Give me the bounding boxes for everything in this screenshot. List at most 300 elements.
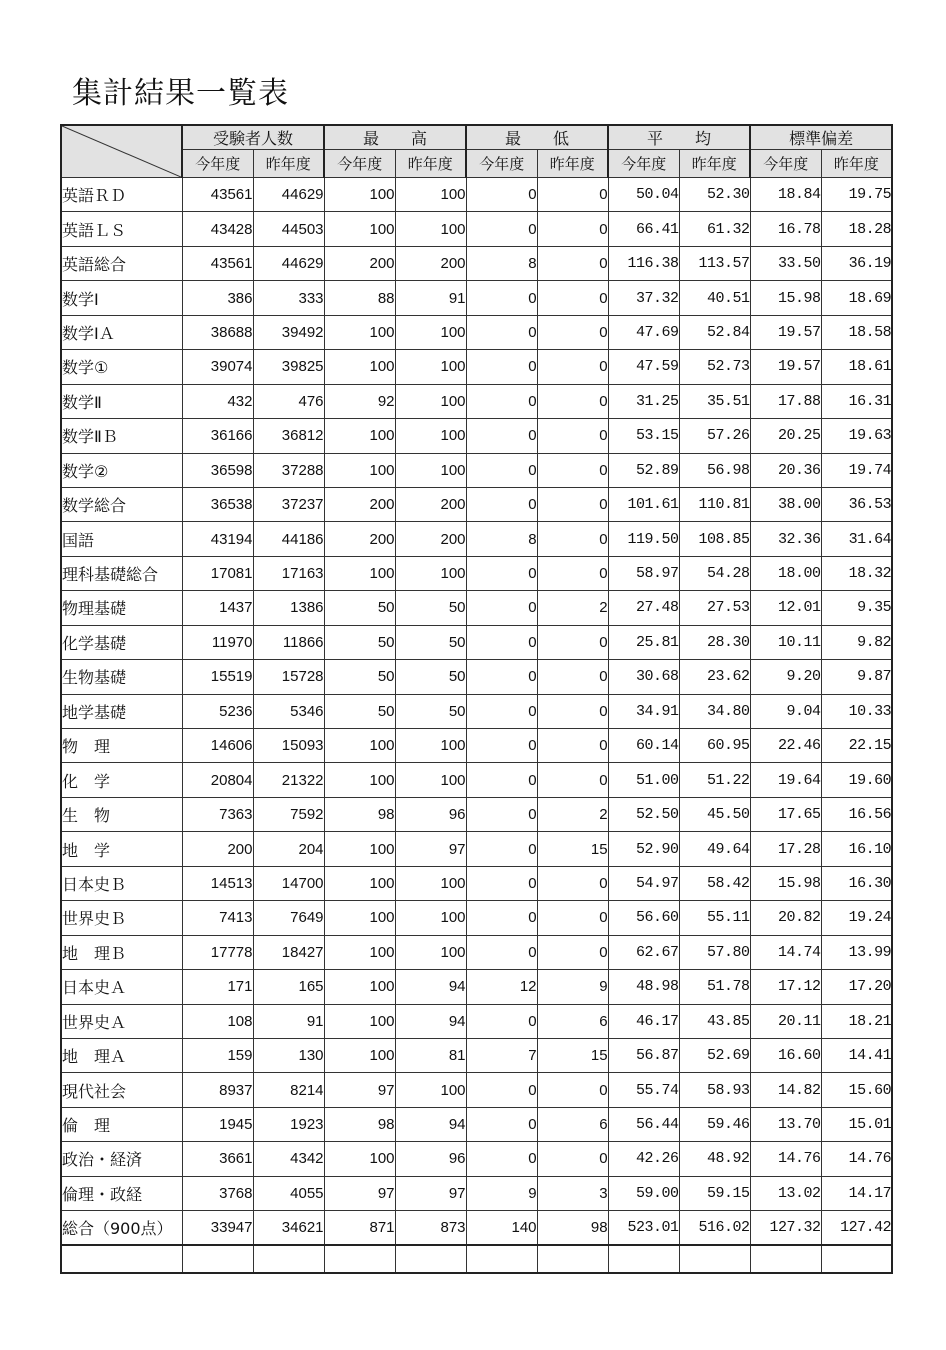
subject-cell: 日本史Ｂ bbox=[61, 866, 182, 900]
max-last-year-cell: 96 bbox=[395, 797, 466, 831]
std-dev-this-year-cell: 14.82 bbox=[750, 1073, 821, 1107]
max-this-year-cell: 88 bbox=[324, 281, 395, 315]
examinees-this-year-cell: 36166 bbox=[182, 419, 253, 453]
max-this-year-cell: 100 bbox=[324, 1004, 395, 1038]
average-last-year-cell: 54.28 bbox=[679, 556, 750, 590]
max-last-year-cell: 100 bbox=[395, 178, 466, 212]
max-this-year-cell: 200 bbox=[324, 487, 395, 521]
min-this-year-cell: 0 bbox=[466, 556, 537, 590]
min-last-year-cell: 0 bbox=[537, 246, 608, 280]
std-dev-last-year-cell: 31.64 bbox=[821, 522, 892, 556]
std-dev-this-year-cell: 17.65 bbox=[750, 797, 821, 831]
subject-cell: 地学基礎 bbox=[61, 694, 182, 728]
min-this-year-cell: 0 bbox=[466, 1107, 537, 1141]
max-last-year-cell: 96 bbox=[395, 1142, 466, 1176]
std-dev-this-year-cell: 12.01 bbox=[750, 591, 821, 625]
average-this-year-cell: 53.15 bbox=[608, 419, 679, 453]
examinees-last-year-cell: 18427 bbox=[253, 935, 324, 969]
examinees-last-year-cell: 476 bbox=[253, 384, 324, 418]
subject-cell: 数学総合 bbox=[61, 487, 182, 521]
max-last-year-cell: 100 bbox=[395, 212, 466, 246]
header-year-row bbox=[61, 150, 892, 178]
std-dev-this-year-cell: 14.76 bbox=[750, 1142, 821, 1176]
min-last-year-cell: 15 bbox=[537, 832, 608, 866]
examinees-last-year-cell: 11866 bbox=[253, 625, 324, 659]
average-last-year-cell: 58.93 bbox=[679, 1073, 750, 1107]
subject-cell: 国語 bbox=[61, 522, 182, 556]
examinees-last-year-cell: 15093 bbox=[253, 729, 324, 763]
max-last-year-cell: 94 bbox=[395, 970, 466, 1004]
max-last-year-cell: 97 bbox=[395, 832, 466, 866]
min-last-year-cell: 0 bbox=[537, 694, 608, 728]
max-last-year-cell: 100 bbox=[395, 315, 466, 349]
average-this-year-cell: 60.14 bbox=[608, 729, 679, 763]
average-last-year-cell: 108.85 bbox=[679, 522, 750, 556]
average-this-year-cell: 59.00 bbox=[608, 1176, 679, 1210]
average-last-year-cell: 27.53 bbox=[679, 591, 750, 625]
subject-cell: 世界史Ａ bbox=[61, 1004, 182, 1038]
average-last-year-cell: 51.22 bbox=[679, 763, 750, 797]
subject-cell: 化学基礎 bbox=[61, 625, 182, 659]
min-last-year-cell: 0 bbox=[537, 1142, 608, 1176]
average-last-year-cell: 34.80 bbox=[679, 694, 750, 728]
std-dev-this-year-cell: 17.12 bbox=[750, 970, 821, 1004]
min-this-year-cell: 0 bbox=[466, 832, 537, 866]
examinees-last-year-cell: 1923 bbox=[253, 1107, 324, 1141]
examinees-last-year-cell: 44186 bbox=[253, 522, 324, 556]
subject-cell: 英語総合 bbox=[61, 246, 182, 280]
average-this-year-cell: 51.00 bbox=[608, 763, 679, 797]
average-last-year-cell: 52.73 bbox=[679, 350, 750, 384]
std-dev-last-year-cell: 18.28 bbox=[821, 212, 892, 246]
empty-cell bbox=[466, 1245, 537, 1273]
max-this-year-cell: 97 bbox=[324, 1073, 395, 1107]
examinees-this-year-cell: 7363 bbox=[182, 797, 253, 831]
examinees-this-year-cell: 108 bbox=[182, 1004, 253, 1038]
subject-cell: 数学① bbox=[61, 350, 182, 384]
table-row bbox=[61, 970, 892, 1004]
average-last-year-cell: 113.57 bbox=[679, 246, 750, 280]
average-last-year-cell: 61.32 bbox=[679, 212, 750, 246]
table-row bbox=[61, 797, 892, 831]
average-last-year-cell: 40.51 bbox=[679, 281, 750, 315]
table-row bbox=[61, 694, 892, 728]
std-dev-this-year-cell: 18.00 bbox=[750, 556, 821, 590]
std-dev-last-year-cell: 9.35 bbox=[821, 591, 892, 625]
min-this-year-cell: 0 bbox=[466, 591, 537, 625]
subject-cell: 日本史Ａ bbox=[61, 970, 182, 1004]
table-row bbox=[61, 315, 892, 349]
table-row bbox=[61, 1176, 892, 1210]
examinees-this-year-cell: 14513 bbox=[182, 866, 253, 900]
std-dev-last-year-cell: 15.60 bbox=[821, 1073, 892, 1107]
std-dev-last-year-cell: 15.01 bbox=[821, 1107, 892, 1141]
average-last-year-cell: 58.42 bbox=[679, 866, 750, 900]
examinees-this-year-cell: 3661 bbox=[182, 1142, 253, 1176]
min-last-year-cell: 0 bbox=[537, 522, 608, 556]
average-this-year-cell: 116.38 bbox=[608, 246, 679, 280]
std-dev-this-year-cell: 32.36 bbox=[750, 522, 821, 556]
examinees-last-year-cell: 21322 bbox=[253, 763, 324, 797]
average-last-year-cell: 35.51 bbox=[679, 384, 750, 418]
max-last-year-cell: 100 bbox=[395, 556, 466, 590]
table-row bbox=[61, 1142, 892, 1176]
empty-cell bbox=[253, 1245, 324, 1273]
std-dev-last-year-cell: 14.41 bbox=[821, 1038, 892, 1072]
max-last-year-cell: 100 bbox=[395, 935, 466, 969]
corner-cell bbox=[61, 125, 182, 178]
max-this-year-cell: 50 bbox=[324, 660, 395, 694]
examinees-last-year-cell: 37237 bbox=[253, 487, 324, 521]
std-dev-last-year-cell: 18.69 bbox=[821, 281, 892, 315]
max-this-year-cell: 100 bbox=[324, 350, 395, 384]
min-last-year-cell: 0 bbox=[537, 729, 608, 763]
empty-cell bbox=[821, 1245, 892, 1273]
min-this-year-cell: 12 bbox=[466, 970, 537, 1004]
table-row bbox=[61, 1211, 892, 1245]
table-row bbox=[61, 453, 892, 487]
min-this-year-cell: 8 bbox=[466, 246, 537, 280]
min-last-year-cell: 0 bbox=[537, 453, 608, 487]
average-this-year-cell: 101.61 bbox=[608, 487, 679, 521]
max-last-year-cell: 81 bbox=[395, 1038, 466, 1072]
subject-cell: 生 物 bbox=[61, 797, 182, 831]
average-last-year-cell: 59.15 bbox=[679, 1176, 750, 1210]
header-this-year: 今年度 bbox=[608, 150, 679, 178]
std-dev-this-year-cell: 13.02 bbox=[750, 1176, 821, 1210]
max-this-year-cell: 200 bbox=[324, 246, 395, 280]
average-last-year-cell: 52.84 bbox=[679, 315, 750, 349]
max-last-year-cell: 50 bbox=[395, 625, 466, 659]
examinees-last-year-cell: 91 bbox=[253, 1004, 324, 1038]
min-last-year-cell: 0 bbox=[537, 901, 608, 935]
max-this-year-cell: 100 bbox=[324, 832, 395, 866]
average-last-year-cell: 51.78 bbox=[679, 970, 750, 1004]
max-last-year-cell: 100 bbox=[395, 1073, 466, 1107]
min-this-year-cell: 0 bbox=[466, 453, 537, 487]
examinees-this-year-cell: 39074 bbox=[182, 350, 253, 384]
std-dev-last-year-cell: 18.61 bbox=[821, 350, 892, 384]
std-dev-this-year-cell: 20.25 bbox=[750, 419, 821, 453]
table-row bbox=[61, 729, 892, 763]
table-row bbox=[61, 556, 892, 590]
average-last-year-cell: 52.69 bbox=[679, 1038, 750, 1072]
max-last-year-cell: 200 bbox=[395, 246, 466, 280]
std-dev-this-year-cell: 17.28 bbox=[750, 832, 821, 866]
subject-cell: 数学Ⅰ bbox=[61, 281, 182, 315]
table-row bbox=[61, 246, 892, 280]
min-this-year-cell: 0 bbox=[466, 763, 537, 797]
header-this-year: 今年度 bbox=[324, 150, 395, 178]
min-last-year-cell: 0 bbox=[537, 350, 608, 384]
max-this-year-cell: 100 bbox=[324, 901, 395, 935]
examinees-this-year-cell: 43194 bbox=[182, 522, 253, 556]
min-last-year-cell: 6 bbox=[537, 1004, 608, 1038]
header-last-year: 昨年度 bbox=[821, 150, 892, 178]
min-last-year-cell: 0 bbox=[537, 625, 608, 659]
max-last-year-cell: 100 bbox=[395, 866, 466, 900]
examinees-last-year-cell: 37288 bbox=[253, 453, 324, 487]
min-last-year-cell: 0 bbox=[537, 556, 608, 590]
table-row bbox=[61, 1107, 892, 1141]
average-this-year-cell: 42.26 bbox=[608, 1142, 679, 1176]
examinees-last-year-cell: 14700 bbox=[253, 866, 324, 900]
empty-cell bbox=[679, 1245, 750, 1273]
average-this-year-cell: 34.91 bbox=[608, 694, 679, 728]
examinees-this-year-cell: 43561 bbox=[182, 246, 253, 280]
std-dev-this-year-cell: 38.00 bbox=[750, 487, 821, 521]
average-this-year-cell: 27.48 bbox=[608, 591, 679, 625]
table-row bbox=[61, 212, 892, 246]
max-this-year-cell: 100 bbox=[324, 178, 395, 212]
std-dev-this-year-cell: 14.74 bbox=[750, 935, 821, 969]
max-last-year-cell: 94 bbox=[395, 1107, 466, 1141]
min-this-year-cell: 8 bbox=[466, 522, 537, 556]
std-dev-last-year-cell: 10.33 bbox=[821, 694, 892, 728]
average-this-year-cell: 56.44 bbox=[608, 1107, 679, 1141]
results-table bbox=[60, 124, 893, 1274]
min-last-year-cell: 0 bbox=[537, 315, 608, 349]
std-dev-this-year-cell: 15.98 bbox=[750, 866, 821, 900]
subject-cell: 英語ＲＤ bbox=[61, 178, 182, 212]
average-last-year-cell: 23.62 bbox=[679, 660, 750, 694]
examinees-last-year-cell: 5346 bbox=[253, 694, 324, 728]
std-dev-this-year-cell: 13.70 bbox=[750, 1107, 821, 1141]
average-this-year-cell: 48.98 bbox=[608, 970, 679, 1004]
max-last-year-cell: 873 bbox=[395, 1211, 466, 1245]
average-this-year-cell: 52.90 bbox=[608, 832, 679, 866]
header-last-year: 昨年度 bbox=[679, 150, 750, 178]
max-this-year-cell: 100 bbox=[324, 1038, 395, 1072]
subject-cell: 総合（900点） bbox=[61, 1211, 182, 1245]
std-dev-last-year-cell: 16.10 bbox=[821, 832, 892, 866]
subject-cell: 地 理Ａ bbox=[61, 1038, 182, 1072]
examinees-this-year-cell: 43428 bbox=[182, 212, 253, 246]
examinees-this-year-cell: 11970 bbox=[182, 625, 253, 659]
min-last-year-cell: 0 bbox=[537, 419, 608, 453]
examinees-this-year-cell: 171 bbox=[182, 970, 253, 1004]
min-this-year-cell: 0 bbox=[466, 797, 537, 831]
examinees-last-year-cell: 34621 bbox=[253, 1211, 324, 1245]
min-last-year-cell: 0 bbox=[537, 763, 608, 797]
header-this-year: 今年度 bbox=[750, 150, 821, 178]
average-last-year-cell: 45.50 bbox=[679, 797, 750, 831]
min-this-year-cell: 7 bbox=[466, 1038, 537, 1072]
max-this-year-cell: 100 bbox=[324, 935, 395, 969]
examinees-last-year-cell: 333 bbox=[253, 281, 324, 315]
average-this-year-cell: 52.89 bbox=[608, 453, 679, 487]
average-this-year-cell: 66.41 bbox=[608, 212, 679, 246]
subject-cell: 倫理・政経 bbox=[61, 1176, 182, 1210]
std-dev-this-year-cell: 127.32 bbox=[750, 1211, 821, 1245]
table-row bbox=[61, 281, 892, 315]
max-this-year-cell: 97 bbox=[324, 1176, 395, 1210]
std-dev-this-year-cell: 33.50 bbox=[750, 246, 821, 280]
subject-cell: 化 学 bbox=[61, 763, 182, 797]
header-this-year: 今年度 bbox=[182, 150, 253, 178]
examinees-last-year-cell: 4055 bbox=[253, 1176, 324, 1210]
max-last-year-cell: 50 bbox=[395, 694, 466, 728]
examinees-this-year-cell: 200 bbox=[182, 832, 253, 866]
max-last-year-cell: 91 bbox=[395, 281, 466, 315]
empty-cell bbox=[182, 1245, 253, 1273]
subject-cell: 地 理Ｂ bbox=[61, 935, 182, 969]
table-row bbox=[61, 178, 892, 212]
std-dev-last-year-cell: 18.58 bbox=[821, 315, 892, 349]
std-dev-last-year-cell: 13.99 bbox=[821, 935, 892, 969]
header-this-year: 今年度 bbox=[466, 150, 537, 178]
min-last-year-cell: 0 bbox=[537, 384, 608, 418]
std-dev-last-year-cell: 17.20 bbox=[821, 970, 892, 1004]
average-this-year-cell: 52.50 bbox=[608, 797, 679, 831]
min-last-year-cell: 6 bbox=[537, 1107, 608, 1141]
max-last-year-cell: 200 bbox=[395, 522, 466, 556]
max-last-year-cell: 50 bbox=[395, 660, 466, 694]
max-this-year-cell: 100 bbox=[324, 419, 395, 453]
average-this-year-cell: 55.74 bbox=[608, 1073, 679, 1107]
examinees-this-year-cell: 3768 bbox=[182, 1176, 253, 1210]
std-dev-last-year-cell: 18.32 bbox=[821, 556, 892, 590]
examinees-last-year-cell: 39825 bbox=[253, 350, 324, 384]
min-last-year-cell: 0 bbox=[537, 178, 608, 212]
subject-cell: 数学ⅡＢ bbox=[61, 419, 182, 453]
table-row bbox=[61, 419, 892, 453]
examinees-this-year-cell: 20804 bbox=[182, 763, 253, 797]
max-this-year-cell: 100 bbox=[324, 315, 395, 349]
examinees-this-year-cell: 17081 bbox=[182, 556, 253, 590]
table-row bbox=[61, 901, 892, 935]
min-this-year-cell: 0 bbox=[466, 866, 537, 900]
min-this-year-cell: 0 bbox=[466, 1142, 537, 1176]
header-std-dev: 標準偏差 bbox=[750, 125, 892, 150]
subject-cell: 倫 理 bbox=[61, 1107, 182, 1141]
header-last-year: 昨年度 bbox=[395, 150, 466, 178]
table-row bbox=[61, 591, 892, 625]
min-this-year-cell: 0 bbox=[466, 694, 537, 728]
max-last-year-cell: 94 bbox=[395, 1004, 466, 1038]
average-this-year-cell: 56.60 bbox=[608, 901, 679, 935]
examinees-last-year-cell: 1386 bbox=[253, 591, 324, 625]
std-dev-last-year-cell: 36.19 bbox=[821, 246, 892, 280]
min-this-year-cell: 0 bbox=[466, 729, 537, 763]
min-this-year-cell: 0 bbox=[466, 487, 537, 521]
examinees-this-year-cell: 43561 bbox=[182, 178, 253, 212]
header-last-year: 昨年度 bbox=[537, 150, 608, 178]
max-this-year-cell: 100 bbox=[324, 453, 395, 487]
examinees-last-year-cell: 8214 bbox=[253, 1073, 324, 1107]
std-dev-this-year-cell: 9.04 bbox=[750, 694, 821, 728]
min-this-year-cell: 0 bbox=[466, 901, 537, 935]
max-last-year-cell: 50 bbox=[395, 591, 466, 625]
std-dev-this-year-cell: 20.82 bbox=[750, 901, 821, 935]
examinees-last-year-cell: 7649 bbox=[253, 901, 324, 935]
average-last-year-cell: 43.85 bbox=[679, 1004, 750, 1038]
header-examinees: 受験者人数 bbox=[182, 125, 324, 150]
max-last-year-cell: 100 bbox=[395, 729, 466, 763]
min-this-year-cell: 9 bbox=[466, 1176, 537, 1210]
average-this-year-cell: 46.17 bbox=[608, 1004, 679, 1038]
average-this-year-cell: 50.04 bbox=[608, 178, 679, 212]
average-this-year-cell: 31.25 bbox=[608, 384, 679, 418]
min-this-year-cell: 0 bbox=[466, 384, 537, 418]
std-dev-this-year-cell: 16.78 bbox=[750, 212, 821, 246]
average-last-year-cell: 56.98 bbox=[679, 453, 750, 487]
max-this-year-cell: 100 bbox=[324, 729, 395, 763]
min-last-year-cell: 3 bbox=[537, 1176, 608, 1210]
average-last-year-cell: 55.11 bbox=[679, 901, 750, 935]
min-last-year-cell: 2 bbox=[537, 797, 608, 831]
max-last-year-cell: 100 bbox=[395, 350, 466, 384]
examinees-this-year-cell: 8937 bbox=[182, 1073, 253, 1107]
table-row bbox=[61, 522, 892, 556]
std-dev-this-year-cell: 17.88 bbox=[750, 384, 821, 418]
subject-cell: 数学Ⅱ bbox=[61, 384, 182, 418]
empty-cell bbox=[537, 1245, 608, 1273]
subject-cell: 生物基礎 bbox=[61, 660, 182, 694]
average-this-year-cell: 119.50 bbox=[608, 522, 679, 556]
std-dev-this-year-cell: 9.20 bbox=[750, 660, 821, 694]
average-this-year-cell: 30.68 bbox=[608, 660, 679, 694]
average-last-year-cell: 57.26 bbox=[679, 419, 750, 453]
max-this-year-cell: 98 bbox=[324, 1107, 395, 1141]
examinees-last-year-cell: 36812 bbox=[253, 419, 324, 453]
max-last-year-cell: 200 bbox=[395, 487, 466, 521]
average-this-year-cell: 62.67 bbox=[608, 935, 679, 969]
examinees-this-year-cell: 7413 bbox=[182, 901, 253, 935]
std-dev-last-year-cell: 14.76 bbox=[821, 1142, 892, 1176]
table-row bbox=[61, 384, 892, 418]
empty-cell bbox=[61, 1245, 182, 1273]
table-row bbox=[61, 1004, 892, 1038]
table-row bbox=[61, 487, 892, 521]
std-dev-this-year-cell: 10.11 bbox=[750, 625, 821, 659]
examinees-this-year-cell: 432 bbox=[182, 384, 253, 418]
min-last-year-cell: 0 bbox=[537, 935, 608, 969]
examinees-this-year-cell: 5236 bbox=[182, 694, 253, 728]
max-last-year-cell: 97 bbox=[395, 1176, 466, 1210]
std-dev-this-year-cell: 19.57 bbox=[750, 315, 821, 349]
page-title: 集計結果一覧表 bbox=[72, 76, 289, 111]
examinees-last-year-cell: 44503 bbox=[253, 212, 324, 246]
std-dev-this-year-cell: 19.64 bbox=[750, 763, 821, 797]
std-dev-last-year-cell: 19.74 bbox=[821, 453, 892, 487]
max-this-year-cell: 200 bbox=[324, 522, 395, 556]
average-last-year-cell: 57.80 bbox=[679, 935, 750, 969]
max-this-year-cell: 100 bbox=[324, 763, 395, 797]
std-dev-last-year-cell: 19.75 bbox=[821, 178, 892, 212]
average-this-year-cell: 25.81 bbox=[608, 625, 679, 659]
min-last-year-cell: 98 bbox=[537, 1211, 608, 1245]
max-this-year-cell: 98 bbox=[324, 797, 395, 831]
subject-cell: 現代社会 bbox=[61, 1073, 182, 1107]
subject-cell: 地 学 bbox=[61, 832, 182, 866]
std-dev-last-year-cell: 19.24 bbox=[821, 901, 892, 935]
examinees-last-year-cell: 4342 bbox=[253, 1142, 324, 1176]
std-dev-last-year-cell: 22.15 bbox=[821, 729, 892, 763]
std-dev-last-year-cell: 9.82 bbox=[821, 625, 892, 659]
empty-row bbox=[61, 1245, 892, 1273]
std-dev-this-year-cell: 20.36 bbox=[750, 453, 821, 487]
examinees-this-year-cell: 14606 bbox=[182, 729, 253, 763]
examinees-last-year-cell: 204 bbox=[253, 832, 324, 866]
table-row bbox=[61, 832, 892, 866]
min-this-year-cell: 140 bbox=[466, 1211, 537, 1245]
min-last-year-cell: 0 bbox=[537, 212, 608, 246]
std-dev-this-year-cell: 15.98 bbox=[750, 281, 821, 315]
min-this-year-cell: 0 bbox=[466, 212, 537, 246]
average-last-year-cell: 110.81 bbox=[679, 487, 750, 521]
max-this-year-cell: 871 bbox=[324, 1211, 395, 1245]
